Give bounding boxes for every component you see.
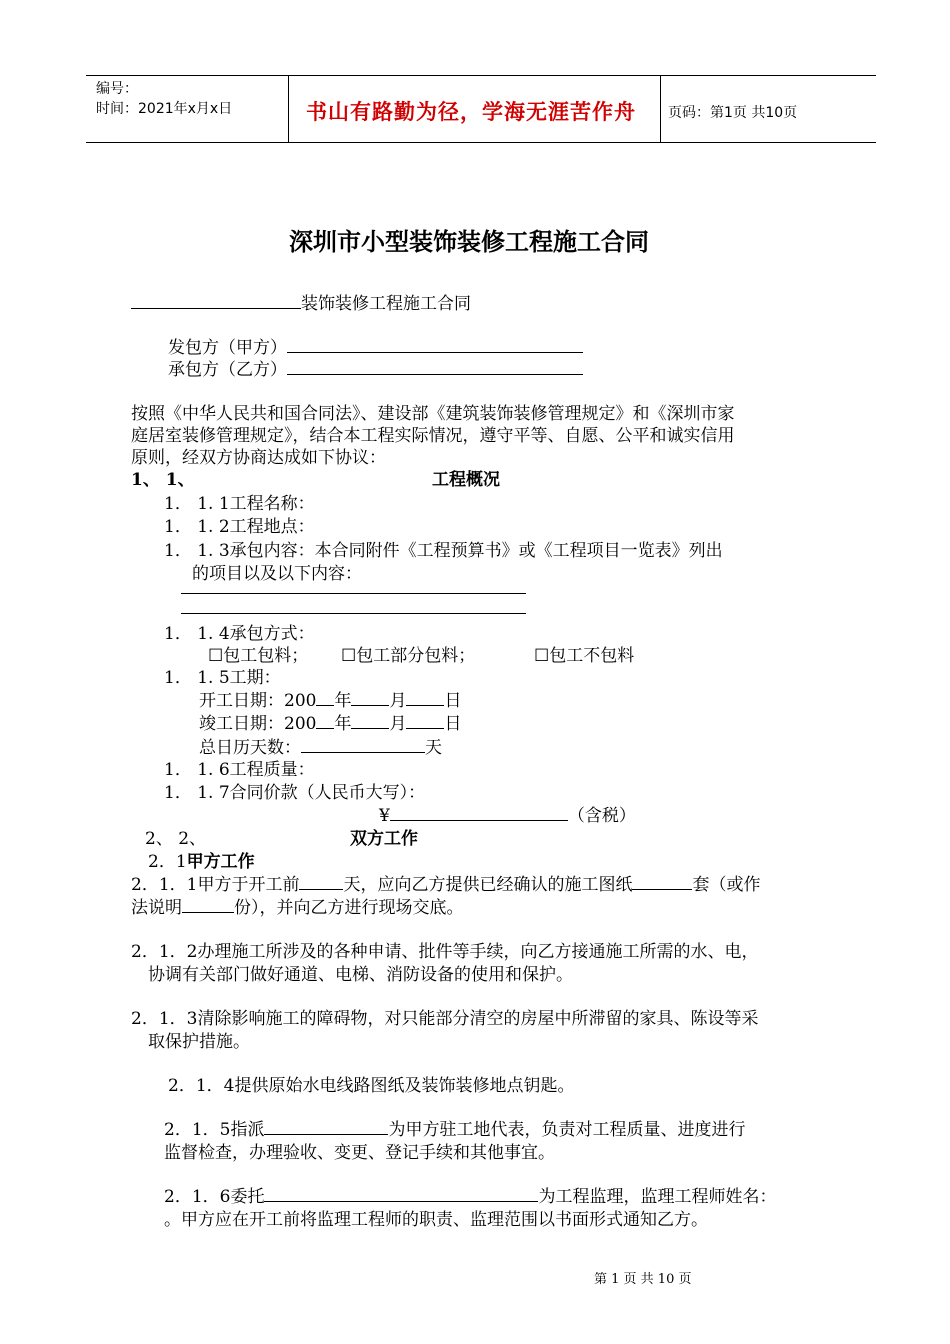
clause-2-1-1-line-1 (131, 870, 760, 895)
start-day-blank (406, 688, 444, 706)
tax-included-label: （含税） (567, 806, 636, 826)
option-labor-only: ☐包工不包料 (534, 646, 635, 666)
section-2-heading: 双方工作 (350, 829, 418, 849)
clause-2-1-6-text-a: 2．1．6委托 (164, 1187, 265, 1207)
end-year-unit: 年 (334, 714, 352, 734)
party-a-blank (287, 335, 583, 353)
party-b-row (168, 355, 583, 380)
clause-2-1-1-text-e: 份），并向乙方进行现场交底。 (234, 898, 464, 918)
header-bottom-rule (86, 142, 876, 143)
price-row (379, 801, 636, 826)
option-labor-and-materials: ☐包工包料； (208, 646, 309, 666)
start-month-blank (351, 688, 389, 706)
clause-2-1-2-line-2: 协调有关部门做好通道、电梯、消防设备的使用和保护。 (148, 965, 573, 985)
end-date-row (199, 709, 461, 734)
method-copies-blank (182, 895, 234, 913)
item-1-2: 1． 1. 2工程地点： (164, 517, 315, 537)
clause-2-1-6-text-b: 为工程监理，监理工程师姓名： (538, 1187, 777, 1207)
end-month-blank (351, 711, 389, 729)
item-1-3-line-2: 的项目以及以下内容： (192, 564, 362, 584)
site-representative-blank (264, 1117, 388, 1135)
clause-2-1-5-text-a: 2．1．5指派 (164, 1120, 265, 1140)
section-1-heading: 工程概况 (432, 470, 500, 490)
intro-line-1: 按照《中华人民共和国合同法》、建设部《建筑装饰装修管理规定》和《深圳市家 (131, 404, 735, 424)
clause-2-1-1-text-b: 天，应向乙方提供已经确认的施工图纸 (343, 875, 633, 895)
total-days-label: 总日历天数： (199, 738, 301, 758)
contract-subtitle-row (131, 289, 471, 314)
total-days-blank (301, 735, 425, 753)
subsection-2-1 (148, 847, 255, 872)
end-date-label: 竣工日期：200 (199, 714, 317, 734)
party-b-blank (287, 357, 583, 375)
document-number-label: 编号： (96, 81, 138, 97)
days-before-blank (299, 872, 343, 890)
option-labor-partial-materials: ☐包工部分包料； (341, 646, 476, 666)
item-1-7: 1． 1. 7合同价款（人民币大写）： (164, 783, 426, 803)
contract-subtitle: 装饰装修工程施工合同 (301, 294, 471, 314)
start-year-unit: 年 (334, 691, 352, 711)
start-month-unit: 月 (389, 691, 407, 711)
clause-2-1-1-line-2 (131, 893, 464, 918)
clause-2-1-3-line-1: 2．1．3清除影响施工的障碍物，对只能部分清空的房屋中所滞留的家具、陈设等采 (131, 1009, 759, 1029)
end-year-blank (316, 711, 334, 729)
start-date-label: 开工日期：200 (199, 691, 317, 711)
item-1-4: 1． 1. 4承包方式： (164, 624, 315, 644)
scope-blank-line-1 (181, 593, 526, 594)
clause-2-1-1-text-c: 套（或作 (692, 875, 761, 895)
header-divider-right (660, 76, 661, 142)
document-time-label: 时间：2021年x月x日 (96, 101, 233, 117)
section-1-number: 1、 1、 (131, 470, 195, 490)
item-1-6: 1． 1. 6工程质量： (164, 760, 315, 780)
end-day-blank (406, 711, 444, 729)
clause-2-1-5-line-1 (164, 1115, 745, 1140)
drawing-sets-blank (632, 872, 692, 890)
item-1-5: 1． 1. 5工期： (164, 668, 281, 688)
header-top-rule (86, 75, 876, 76)
header-motto: 书山有路勤为径，学海无涯苦作舟 (306, 100, 636, 124)
header-page-label: 页码：第1页 共10页 (668, 105, 798, 121)
item-1-1: 1． 1. 1工程名称： (164, 494, 315, 514)
clause-2-1-3-line-2: 取保护措施。 (148, 1032, 250, 1052)
clause-2-1-2-line-1: 2．1．2办理施工所涉及的各种申请、批件等手续，向乙方接通施工所需的水、电， (131, 942, 759, 962)
contract-name-blank (131, 291, 301, 309)
clause-2-1-5-line-2: 监督检查，办理验收、变更、登记手续和其他事宜。 (164, 1143, 555, 1163)
clause-2-1-6-line-2: 。甲方应在开工前将监理工程师的职责、监理范围以书面形式通知乙方。 (164, 1210, 708, 1230)
page-footer: 第 1 页 共 10 页 (594, 1272, 692, 1287)
total-days-unit: 天 (425, 738, 442, 758)
header-divider-left (288, 76, 289, 142)
supervisor-blank (264, 1184, 538, 1202)
clause-2-1-5-text-b: 为甲方驻工地代表，负责对工程质量、进度进行 (388, 1120, 746, 1140)
scope-blank-line-2 (181, 613, 526, 614)
start-date-row (199, 686, 461, 711)
clause-2-1-4: 2．1．4提供原始水电线路图纸及装饰装修地点钥匙。 (168, 1076, 575, 1096)
end-month-unit: 月 (389, 714, 407, 734)
clause-2-1-6-line-1 (164, 1182, 776, 1207)
yen-symbol: ¥ (379, 806, 390, 826)
intro-line-3: 原则，经双方协商达成如下协议： (131, 448, 386, 468)
party-a-label: 发包方（甲方） (168, 338, 287, 358)
clause-2-1-1-text-a: 2．1．1甲方于开工前 (131, 875, 300, 895)
end-day-unit: 日 (444, 714, 462, 734)
item-1-3-line-1: 1． 1. 3承包内容：本合同附件《工程预算书》或《工程项目一览表》列出 (164, 541, 723, 561)
subsection-2-1-heading: 甲方工作 (186, 852, 255, 872)
party-b-label: 承包方（乙方） (168, 360, 287, 380)
page-title: 深圳市小型装饰装修工程施工合同 (289, 228, 649, 256)
intro-line-2: 庭居室装修管理规定》，结合本工程实际情况，遵守平等、自愿、公平和诚实信用 (131, 426, 735, 446)
clause-2-1-1-text-d: 法说明 (131, 898, 182, 918)
section-2-number: 2、 2、 (145, 829, 207, 849)
price-blank (390, 803, 568, 821)
start-year-blank (316, 688, 334, 706)
start-day-unit: 日 (444, 691, 462, 711)
subsection-2-1-number: 2．1 (148, 852, 187, 872)
